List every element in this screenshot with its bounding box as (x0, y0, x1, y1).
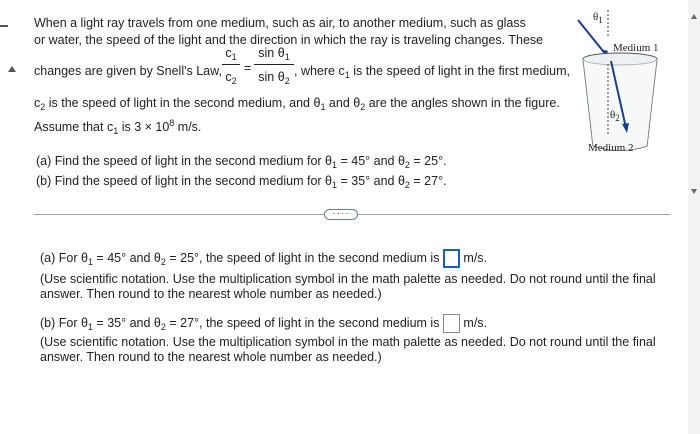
problem-line-2: or water, the speed of the light and the direction in which the ray is traveling changes. These (34, 33, 544, 47)
theta2-label: $\theta_2$ (610, 109, 620, 123)
fraction-c2: $c_2$ (225, 70, 237, 86)
expand-triangle-icon[interactable] (8, 66, 16, 72)
collapse-dash-icon[interactable] (0, 25, 8, 27)
answer-a-prompt: (a) For $\theta_1 = 45^\circ$ and $\theta_2 = 25^\circ$, the speed of light in the second medium is m/s. (40, 251, 488, 267)
problem-line-4: $c_2$ is the speed of light in the second medium, and $\theta_1$ and $\theta_2$ are the angles shown in the figure. (34, 96, 560, 112)
part-b-question: (b) Find the speed of light in the second medium for $\theta_1 = 35^\circ$ and $\theta_2 = 27^\circ$. (36, 174, 447, 190)
problem-line-3-suffix: , where $c_1$ is the speed of light in the first medium, (294, 64, 570, 80)
problem-line-3-prefix: changes are given by Snell's Law, (34, 64, 222, 78)
fraction-sin1: $\sin \theta_1$ (258, 46, 290, 62)
scrollbar[interactable] (688, 0, 700, 434)
answer-a-unit: m/s. (463, 251, 488, 265)
part-a-question: (a) Find the speed of light in the second medium for $\theta_1 = 45^\circ$ and $\theta_2 = 25^\circ$. (36, 154, 447, 170)
medium2-label: Medium 2 (588, 142, 634, 154)
answer-b-note-2: answer. Then round to the nearest whole number as needed.) (40, 350, 382, 364)
answer-a-note-2: answer. Then round to the nearest whole number as needed.) (40, 287, 382, 301)
medium1-label: Medium 1 (613, 42, 659, 54)
fraction-bar-left (222, 64, 240, 65)
equals-sign: = (244, 61, 252, 75)
problem-line-1: When a light ray travels from one medium, such as air, to another medium, such as glass (34, 16, 526, 30)
answer-b-prompt: (b) For $\theta_1 = 35^\circ$ and $\theta_2 = 27^\circ$, the speed of light in the second medium is m/s. (40, 316, 488, 332)
fraction-bar-right (254, 64, 294, 65)
theta1-label: $\theta_1$ (593, 11, 603, 25)
answer-b-note-1: (Use scientific notation. Use the multiplication symbol in the math palette as needed. Do not round until the final (40, 335, 656, 349)
scroll-up-icon[interactable] (691, 14, 697, 19)
fraction-sin2: $\sin \theta_2$ (258, 70, 290, 86)
fraction-c1: $c_1$ (225, 46, 237, 62)
answer-b-unit: m/s. (463, 316, 488, 330)
answer-b-input[interactable] (443, 314, 460, 333)
answer-a-input[interactable] (443, 249, 460, 268)
problem-line-5: Assume that $c_1$ is $3 \times 10^8$ m/s. (34, 118, 202, 136)
answer-a-note-1: (Use scientific notation. Use the multiplication symbol in the math palette as needed. Do not round until the final (40, 272, 656, 286)
scroll-down-icon[interactable] (691, 189, 697, 194)
more-button[interactable]: ···· (324, 209, 358, 220)
